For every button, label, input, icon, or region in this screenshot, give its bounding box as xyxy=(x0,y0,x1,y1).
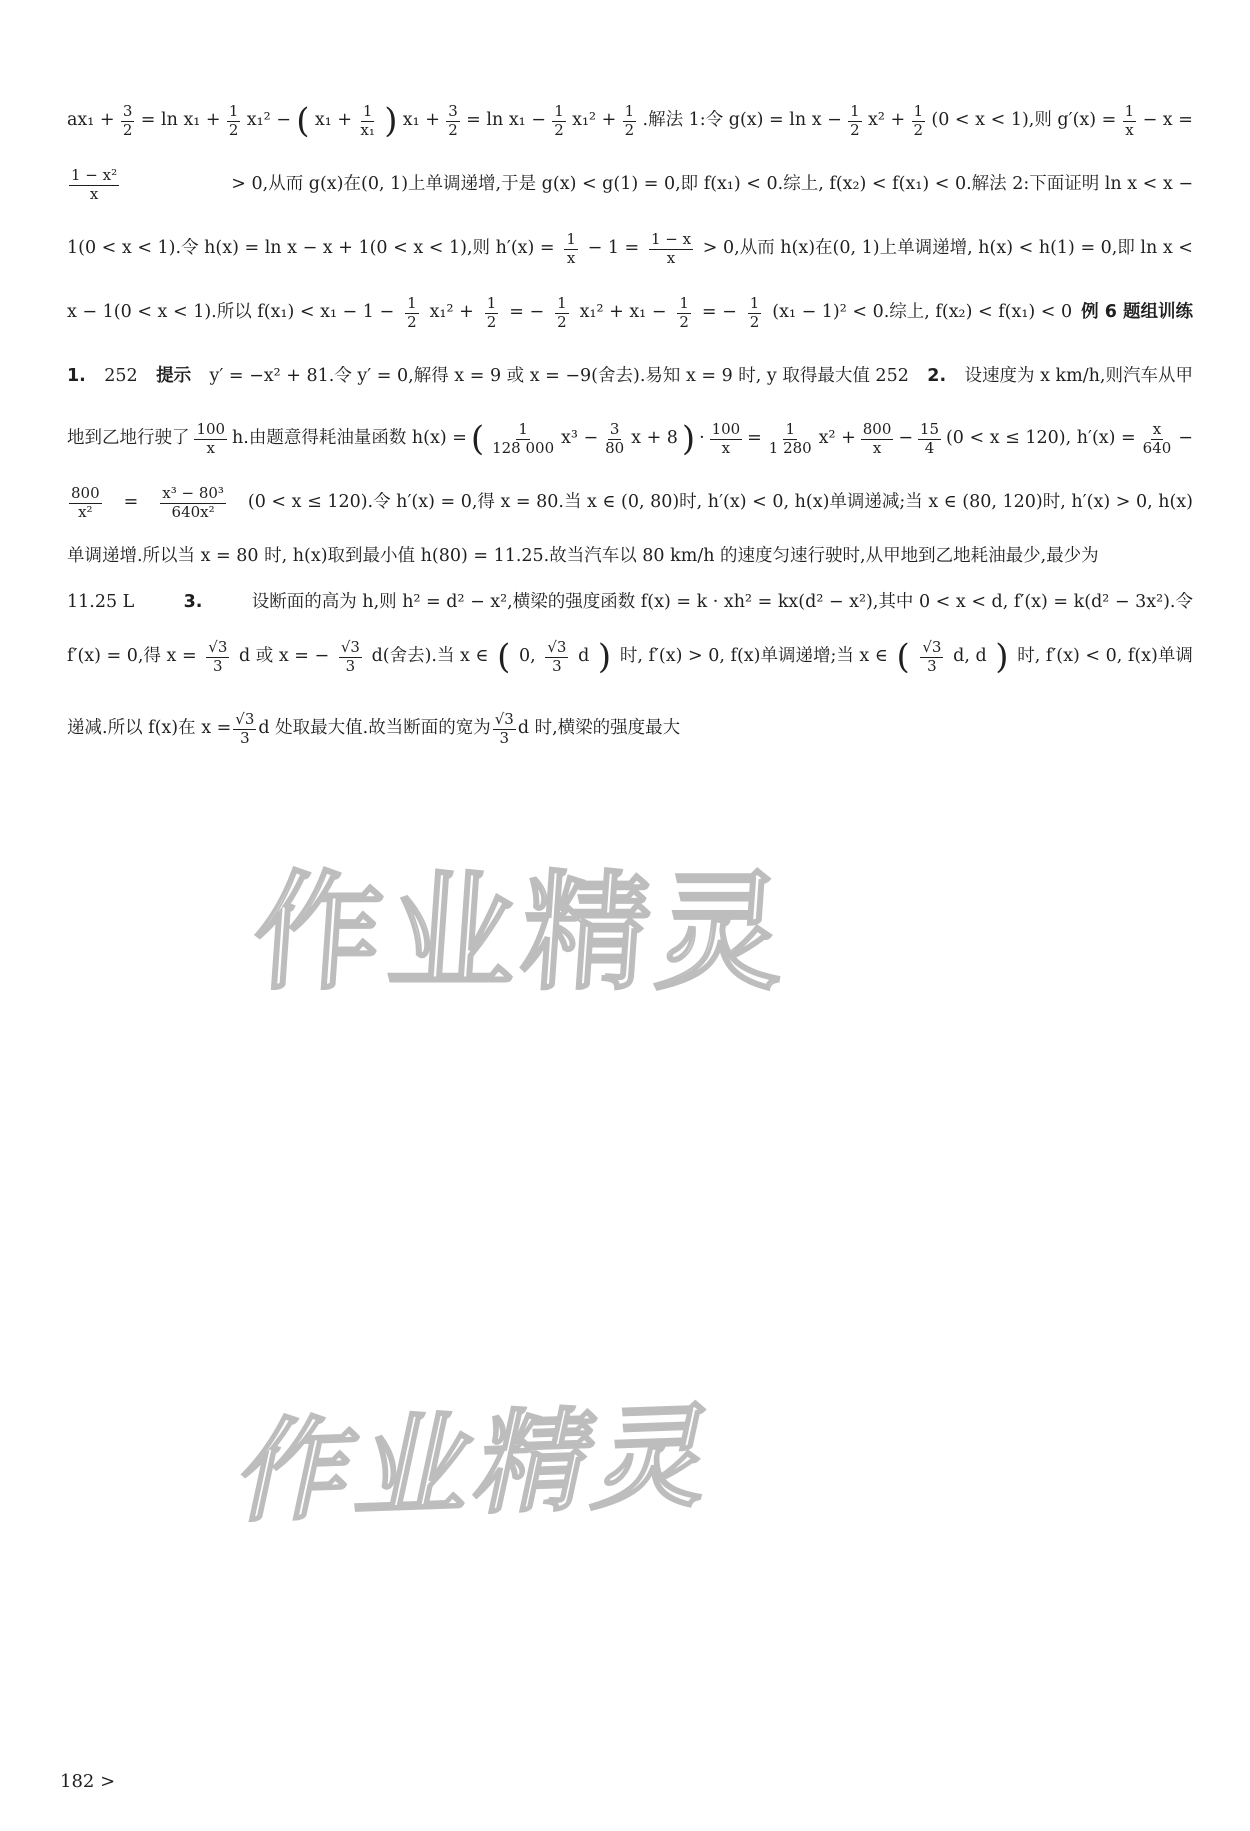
math-text: = ln x₁ − xyxy=(466,110,546,131)
fraction-denominator: x xyxy=(872,438,882,457)
fraction xyxy=(564,229,578,267)
fraction xyxy=(861,419,894,457)
fraction-numerator: 800 xyxy=(71,483,100,502)
text-line xyxy=(67,478,1193,528)
fraction-numerator: 3 xyxy=(448,101,458,120)
text-line xyxy=(67,586,1193,620)
math-text: 时, f′(x) > 0, f(x)单调递增;当 x ∈ xyxy=(619,646,888,667)
hint-label: 提示 xyxy=(156,366,192,387)
math-text: x − 1(0 < x < 1).所以 f(x₁) < x₁ − 1 − xyxy=(67,302,395,323)
math-text: x² + xyxy=(868,110,906,131)
math-text: > 0,从而 h(x)在(0, 1)上单调递增, h(x) < h(1) = 0,即 ln x < xyxy=(702,238,1193,259)
math-text: d 或 x = − xyxy=(239,646,330,667)
fraction xyxy=(623,101,637,139)
math-text: (0 < x ≤ 120), h′(x) = xyxy=(945,428,1136,449)
math-text: = − xyxy=(701,302,737,323)
math-text: d(舍去).当 x ∈ xyxy=(371,646,489,667)
fraction-numerator: 1 xyxy=(624,101,635,120)
fraction-numerator: √3 xyxy=(547,637,567,656)
math-text: (x₁ − 1)² < 0.综上, f(x₂) < f(x₁) < 0 xyxy=(772,302,1073,323)
fraction-numerator: 1 xyxy=(228,101,239,120)
text-line xyxy=(67,352,1193,402)
math-text: 地到乙地行驶了 xyxy=(67,428,190,449)
math-text: − xyxy=(898,428,913,449)
text-line xyxy=(67,540,1193,574)
fraction xyxy=(493,709,516,747)
fraction-numerator: √3 xyxy=(922,637,942,656)
math-text: · xyxy=(699,428,705,449)
math-text: = xyxy=(747,428,762,449)
math-text: d 时,横梁的强度最大 xyxy=(517,718,681,739)
fraction-denominator: x² xyxy=(78,502,93,521)
math-text: 252 xyxy=(104,366,138,387)
text-line xyxy=(67,704,1193,754)
left-paren: ( xyxy=(497,637,511,677)
fraction-numerator: 1 − x² xyxy=(71,165,118,184)
fraction-denominator: 3 xyxy=(552,656,562,675)
right-paren: ) xyxy=(597,637,612,677)
fraction-denominator: 2 xyxy=(749,312,760,331)
math-text: x + 8 xyxy=(631,428,678,449)
fraction-denominator: x₁ xyxy=(360,120,375,139)
fraction-numerator: √3 xyxy=(340,637,360,656)
fraction xyxy=(649,229,693,267)
math-text: 递减.所以 f(x)在 x = xyxy=(67,718,232,739)
fraction-numerator: 1 xyxy=(785,419,796,438)
fraction xyxy=(767,419,814,457)
fraction-numerator: 1 xyxy=(679,293,689,312)
left-paren: ( xyxy=(470,419,485,459)
text-line xyxy=(67,288,1193,338)
fraction-denominator: 640x² xyxy=(171,502,215,521)
fraction-denominator: 2 xyxy=(554,120,564,139)
fraction-numerator: 1 xyxy=(518,419,528,438)
math-text: x₁² − xyxy=(246,110,291,131)
math-text: = − xyxy=(509,302,545,323)
fraction xyxy=(233,709,256,747)
fraction xyxy=(545,637,568,675)
item-number: 3. xyxy=(183,592,203,613)
math-text: − x = xyxy=(1142,110,1193,131)
math-text: (0 < x < 1),则 g′(x) = xyxy=(931,110,1117,131)
fraction xyxy=(1123,101,1137,139)
fraction-denominator: 80 xyxy=(605,438,625,457)
fraction-numerator: √3 xyxy=(208,637,228,656)
fraction-denominator: 2 xyxy=(624,120,635,139)
fraction-numerator: 1 xyxy=(566,229,576,248)
fraction-numerator: 3 xyxy=(609,419,620,438)
math-text: 单调递增.所以当 x = 80 时, h(x)取到最小值 h(80) = 11.25.故当汽车以 80 km/h 的速度匀速行驶时,从甲地到乙地耗油最少,最少为 xyxy=(67,546,1099,567)
fraction-numerator: 1 xyxy=(913,101,924,120)
fraction xyxy=(920,637,943,675)
fraction-numerator: √3 xyxy=(235,709,255,728)
fraction-denominator: 2 xyxy=(679,312,689,331)
fraction-denominator: 2 xyxy=(913,120,924,139)
fraction-numerator: 1 xyxy=(486,293,497,312)
fraction xyxy=(69,483,102,521)
item-number: 2. xyxy=(927,366,947,387)
fraction xyxy=(194,419,227,457)
fraction-denominator: 4 xyxy=(924,438,935,457)
left-paren: ( xyxy=(896,637,910,677)
math-text: d 处取最大值.故当断面的宽为 xyxy=(258,718,491,739)
fraction-denominator: 3 xyxy=(345,656,356,675)
math-text: x² + xyxy=(818,428,856,449)
fraction xyxy=(405,293,419,331)
fraction xyxy=(918,419,941,457)
fraction-numerator: 1 xyxy=(554,101,564,120)
fraction-denominator: x xyxy=(206,438,215,457)
fraction xyxy=(227,101,241,139)
fraction-denominator: 2 xyxy=(448,120,458,139)
fraction-denominator: 2 xyxy=(850,120,860,139)
fraction-denominator: x xyxy=(721,438,731,457)
fraction-numerator: 100 xyxy=(711,419,741,438)
text-line xyxy=(67,160,1193,210)
fraction-numerator: 1 xyxy=(1124,101,1135,120)
fraction-denominator: 3 xyxy=(213,656,223,675)
text-line xyxy=(67,414,1193,464)
fraction xyxy=(490,419,556,457)
fraction-numerator: 800 xyxy=(862,419,892,438)
fraction-denominator: x xyxy=(566,248,576,267)
fraction xyxy=(446,101,460,139)
fraction xyxy=(555,293,569,331)
math-text: x₁² + x₁ − xyxy=(579,302,667,323)
math-text: ax₁ + xyxy=(67,110,115,131)
fraction xyxy=(1141,419,1174,457)
fraction-denominator: 2 xyxy=(122,120,133,139)
math-text: 设断面的高为 h,则 h² = d² − x²,横梁的强度函数 f(x) = k · xh² = kx(d² − x²),其中 0 < x < d, f′(x) = k(d² − 3x²).令 xyxy=(251,592,1193,613)
fraction-numerator: 1 xyxy=(850,101,860,120)
fraction-numerator: 3 xyxy=(122,101,133,120)
fraction xyxy=(69,165,119,203)
fraction xyxy=(160,483,226,521)
page-number: 182 > xyxy=(60,1771,116,1792)
math-text: − xyxy=(1178,428,1193,449)
fraction-denominator: x xyxy=(89,184,99,203)
math-text: 时, f′(x) < 0, f(x)单调 xyxy=(1017,646,1193,667)
fraction xyxy=(603,419,626,457)
fraction xyxy=(848,101,862,139)
fraction xyxy=(677,293,691,331)
fraction-denominator: 1 280 xyxy=(768,438,812,457)
math-text: x₁² + xyxy=(572,110,617,131)
math-text: − 1 = xyxy=(587,238,640,259)
math-text: 0, xyxy=(518,646,536,667)
fraction-denominator: 2 xyxy=(228,120,239,139)
fraction-numerator: 1 xyxy=(362,101,373,120)
fraction-numerator: 1 − x xyxy=(650,229,692,248)
item-number: 1. xyxy=(67,366,86,387)
math-text: d, d xyxy=(953,646,987,667)
math-text: x₁ + xyxy=(314,110,353,131)
right-paren: ) xyxy=(995,637,1009,677)
fraction-denominator: 3 xyxy=(927,656,937,675)
fraction xyxy=(206,637,229,675)
fraction-numerator: 1 xyxy=(557,293,567,312)
text-line xyxy=(67,224,1193,274)
fraction-denominator: 3 xyxy=(240,728,250,747)
right-paren: ) xyxy=(681,419,696,459)
fraction-denominator: x xyxy=(666,248,676,267)
math-text: 设速度为 x km/h,则汽车从甲 xyxy=(964,366,1193,387)
fraction-numerator: x xyxy=(1152,419,1162,438)
fraction-denominator: 2 xyxy=(557,312,567,331)
fraction xyxy=(485,293,499,331)
text-line xyxy=(67,632,1193,682)
math-text: y′ = −x² + 81.令 y′ = 0,解得 x = 9 或 x = −9(舍去).易知 x = 9 时, y 取得最大值 252 xyxy=(209,366,909,387)
fraction xyxy=(358,101,376,139)
answer-text-block xyxy=(67,96,1193,768)
fraction xyxy=(552,101,566,139)
fraction-denominator: 2 xyxy=(407,312,417,331)
fraction-numerator: √3 xyxy=(494,709,514,728)
fraction-denominator: 128 000 xyxy=(492,438,555,457)
fraction-denominator: 3 xyxy=(499,728,510,747)
fraction xyxy=(748,293,762,331)
fraction-numerator: x³ − 80³ xyxy=(162,483,224,502)
math-text: h.由题意得耗油量函数 h(x) = xyxy=(232,428,467,449)
math-text: 1(0 < x < 1).令 h(x) = ln x − x + 1(0 < x < 1),则 h′(x) = xyxy=(67,238,555,259)
math-text: x₁² + xyxy=(429,302,474,323)
math-text: x₁ + xyxy=(402,110,440,131)
left-paren: ( xyxy=(296,101,310,141)
math-text: f′(x) = 0,得 x = xyxy=(67,646,197,667)
fraction-denominator: 640 xyxy=(1142,438,1172,457)
math-text: d xyxy=(578,646,590,667)
fraction-denominator: x xyxy=(1125,120,1134,139)
math-text: 11.25 L xyxy=(67,592,135,613)
fraction-numerator: 15 xyxy=(919,419,940,438)
fraction xyxy=(121,101,135,139)
fraction xyxy=(339,637,362,675)
watermark: 作业精灵 xyxy=(227,1391,731,1539)
watermark: 作业精灵 xyxy=(248,859,796,1008)
section-heading: 例 6 题组训练 xyxy=(1081,302,1193,323)
text-line xyxy=(67,96,1193,146)
fraction-numerator: 1 xyxy=(749,293,760,312)
right-paren: ) xyxy=(384,101,398,141)
fraction-numerator: 1 xyxy=(407,293,417,312)
fraction xyxy=(912,101,926,139)
fraction-numerator: 100 xyxy=(196,419,226,438)
fraction-denominator: 2 xyxy=(486,312,497,331)
math-text: = xyxy=(123,492,139,513)
fraction xyxy=(710,419,743,457)
math-text: > 0,从而 g(x)在(0, 1)上单调递增,于是 g(x) < g(1) = 0,即 f(x₁) < 0.综上, f(x₂) < f(x₁) < 0.解法 2:下面证明 ln x < x − xyxy=(231,174,1193,195)
math-text: .解法 1:令 g(x) = ln x − xyxy=(642,110,842,131)
math-text: x³ − xyxy=(561,428,599,449)
math-text: (0 < x ≤ 120).令 h′(x) = 0,得 x = 80.当 x ∈ (0, 80)时, h′(x) < 0, h(x)单调递减;当 x ∈ (80, 120)时, h′(x) > 0, h(x) xyxy=(247,492,1193,513)
math-text: = ln x₁ + xyxy=(140,110,221,131)
